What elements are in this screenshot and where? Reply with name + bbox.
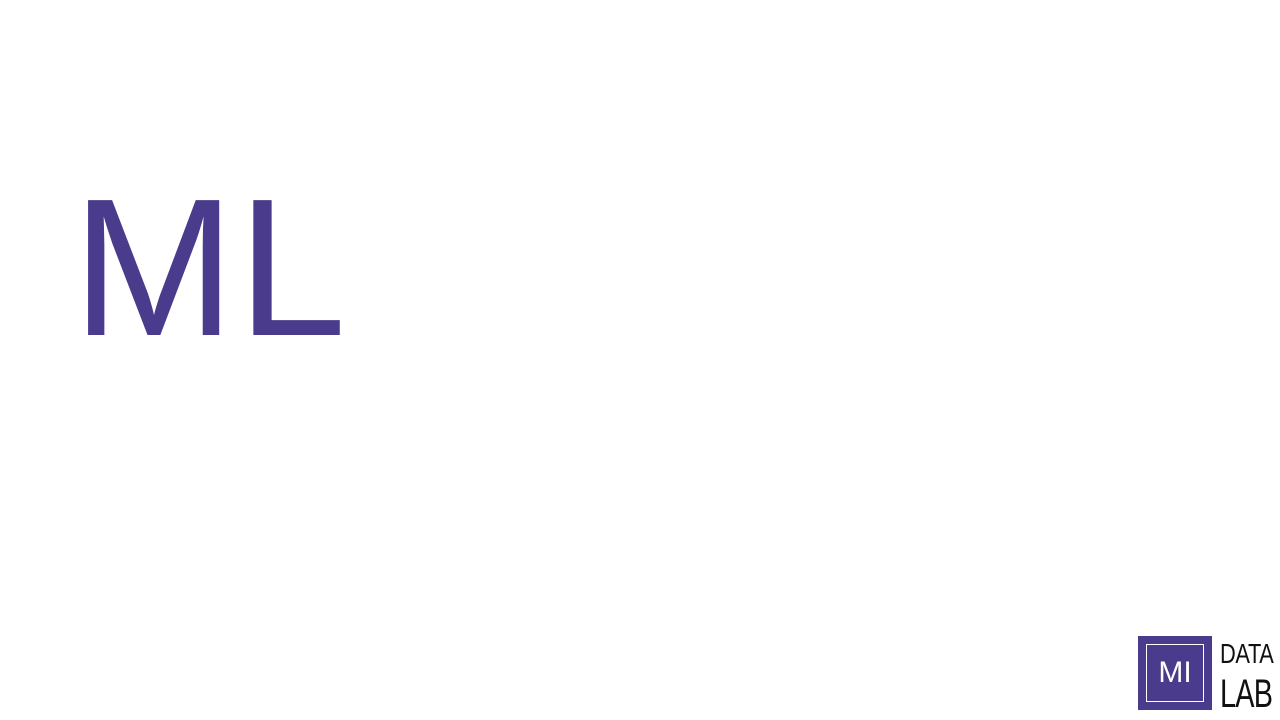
- logo-mark: MI: [1158, 656, 1192, 689]
- logo-word-lab: LAB: [1220, 672, 1273, 716]
- logo-box-inner: [1146, 644, 1204, 702]
- logo-word-data: DATA: [1220, 638, 1274, 669]
- mi-data-lab-logo: [1138, 636, 1272, 714]
- slide-title: ML: [72, 158, 349, 377]
- logo-box: [1138, 636, 1212, 710]
